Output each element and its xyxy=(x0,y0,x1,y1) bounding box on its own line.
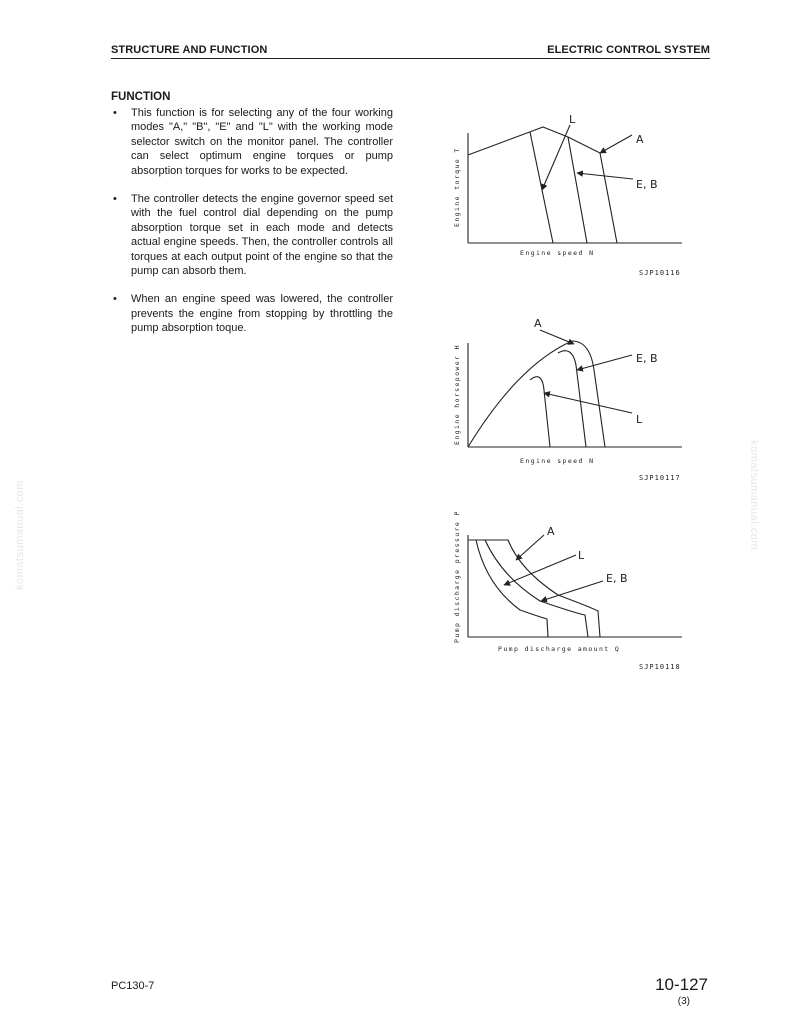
curve-l xyxy=(530,132,553,243)
header-chapter-title: ELECTRIC CONTROL SYSTEM xyxy=(547,44,710,56)
label-a: A xyxy=(636,133,644,146)
label-a: A xyxy=(547,525,555,538)
header-rule xyxy=(111,58,710,59)
curve-eb xyxy=(568,137,587,243)
footer-page-number: 10-127 xyxy=(655,975,708,994)
bullet-item xyxy=(111,106,393,178)
x-axis-label: Engine speed N xyxy=(520,457,595,465)
bullet-text: The controller detects the engine governor speed set with the fuel control dial depending on the pump absorption torque set in each mode and detects actual engine speeds. Then, the controller controls all torques at each output point of the engine so that the pump can absorb them. xyxy=(131,193,393,278)
curve-eb xyxy=(485,540,588,637)
label-l: L xyxy=(636,413,643,426)
leader-a xyxy=(516,535,544,560)
leader-eb xyxy=(541,581,603,601)
bullet-item xyxy=(111,192,393,278)
figure-code: SJP10118 xyxy=(639,663,681,671)
figure-code: SJP10116 xyxy=(639,269,681,277)
figure-code: SJP10117 xyxy=(639,474,681,482)
label-l: L xyxy=(578,549,585,562)
bullet-dot: • xyxy=(113,293,117,306)
figure-torque-curve xyxy=(440,105,690,285)
x-axis-label: Engine speed N xyxy=(520,249,595,257)
label-a: A xyxy=(534,317,542,330)
x-axis-label: Pump discharge amount Q xyxy=(498,645,621,653)
y-axis-label: Engine horsepower H xyxy=(453,344,461,445)
watermark-left: komatsumanual.com xyxy=(14,480,26,590)
bullet-list xyxy=(111,106,393,350)
label-eb: E, B xyxy=(606,572,628,585)
leader-l xyxy=(542,125,570,190)
label-l: L xyxy=(569,113,576,126)
curve-l xyxy=(530,377,550,447)
header-section-title: STRUCTURE AND FUNCTION xyxy=(111,44,268,56)
bullet-dot: • xyxy=(113,107,117,119)
label-eb: E, B xyxy=(636,352,658,365)
figure-horsepower-curve xyxy=(440,315,690,490)
bullet-text: This function is for selecting any of the four working modes "A," "B", "E" and "L" with the working mode selector switch on the monitor panel. The controller can select optimum engine torques or pump absorption torques for works to be expected. xyxy=(131,107,393,177)
bullet-item xyxy=(111,292,393,335)
curve-a xyxy=(468,127,617,243)
figure-pump-curve xyxy=(440,510,690,680)
bullet-text: When an engine speed was lowered, the controller prevents the engine from stopping by throttling the pump absorption toque. xyxy=(131,293,393,335)
section-title: FUNCTION xyxy=(111,91,171,103)
y-axis-label: Engine torque T xyxy=(453,147,461,227)
leader-l xyxy=(544,393,632,413)
leader-a xyxy=(540,330,574,344)
bullet-dot: • xyxy=(113,193,117,206)
leader-eb xyxy=(577,355,632,370)
footer-revision: (3) xyxy=(677,996,690,1007)
watermark-right: komatsumanual.com xyxy=(748,440,760,550)
label-eb: E, B xyxy=(636,178,658,191)
leader-l xyxy=(504,555,576,585)
footer-model: PC130-7 xyxy=(111,980,155,992)
curve-l xyxy=(476,540,548,637)
y-axis-label: Pump discharge pressure P xyxy=(453,510,461,643)
leader-a xyxy=(600,135,632,153)
